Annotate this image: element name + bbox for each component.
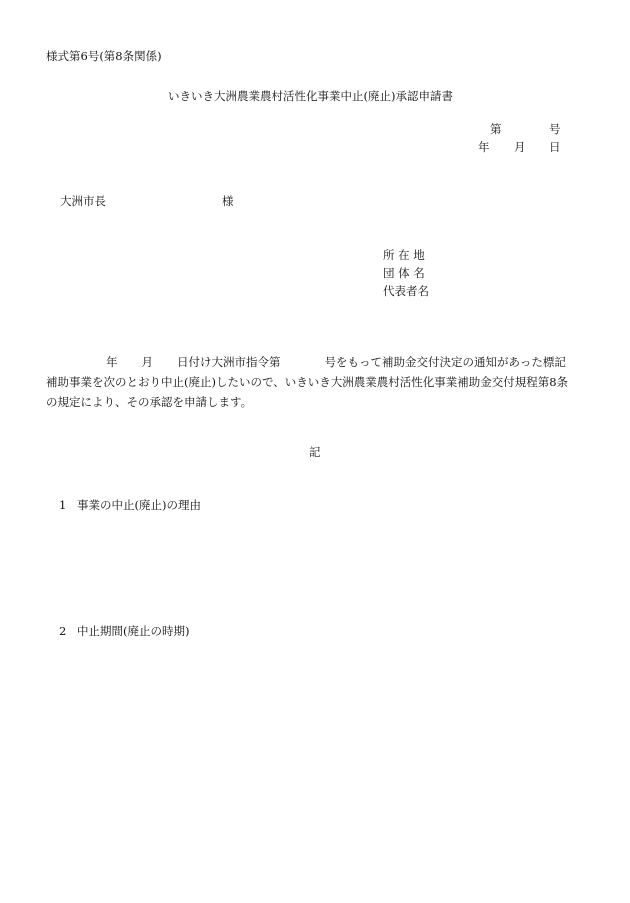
body-line-3: の規定により、その承認を申請します。 xyxy=(46,395,253,409)
item-1-label: 事業の中止(廃止)の理由 xyxy=(77,498,201,512)
item-1-number: 1 xyxy=(59,498,67,512)
date-day: 日 xyxy=(549,140,561,154)
date-year: 年 xyxy=(478,140,490,154)
application-body xyxy=(46,352,586,412)
item-2-label: 中止期間(廃止の時期) xyxy=(77,624,190,638)
group-name-label: 団 体 名 xyxy=(383,266,425,280)
item-2-number: 2 xyxy=(59,624,67,638)
document-title: いきいき大洲農業農村活性化事業中止(廃止)承認申請書 xyxy=(168,89,453,103)
ki-marker: 記 xyxy=(309,445,321,459)
addressee-honorific: 様 xyxy=(222,194,234,208)
number-prefix: 第 xyxy=(490,122,502,136)
body-year: 年 xyxy=(106,355,118,369)
number-suffix: 号 xyxy=(549,122,561,136)
addressee-name: 大洲市長 xyxy=(60,194,106,208)
body-line-1-rest: 号をもって補助金交付決定の通知があった標記 xyxy=(324,355,566,369)
body-line-1 xyxy=(46,352,586,372)
address-label: 所 在 地 xyxy=(383,248,425,262)
form-number: 様式第6号(第8条関係) xyxy=(46,49,162,63)
body-date-reference: 日付け大洲市指令第 xyxy=(177,355,281,369)
date-month: 月 xyxy=(514,140,526,154)
body-line-2: 補助事業を次のとおり中止(廃止)したいので、いきいき大洲農業農村活性化事業補助金交付規程第8条 xyxy=(46,375,569,389)
body-month: 月 xyxy=(141,355,153,369)
representative-label: 代表者名 xyxy=(383,284,429,298)
